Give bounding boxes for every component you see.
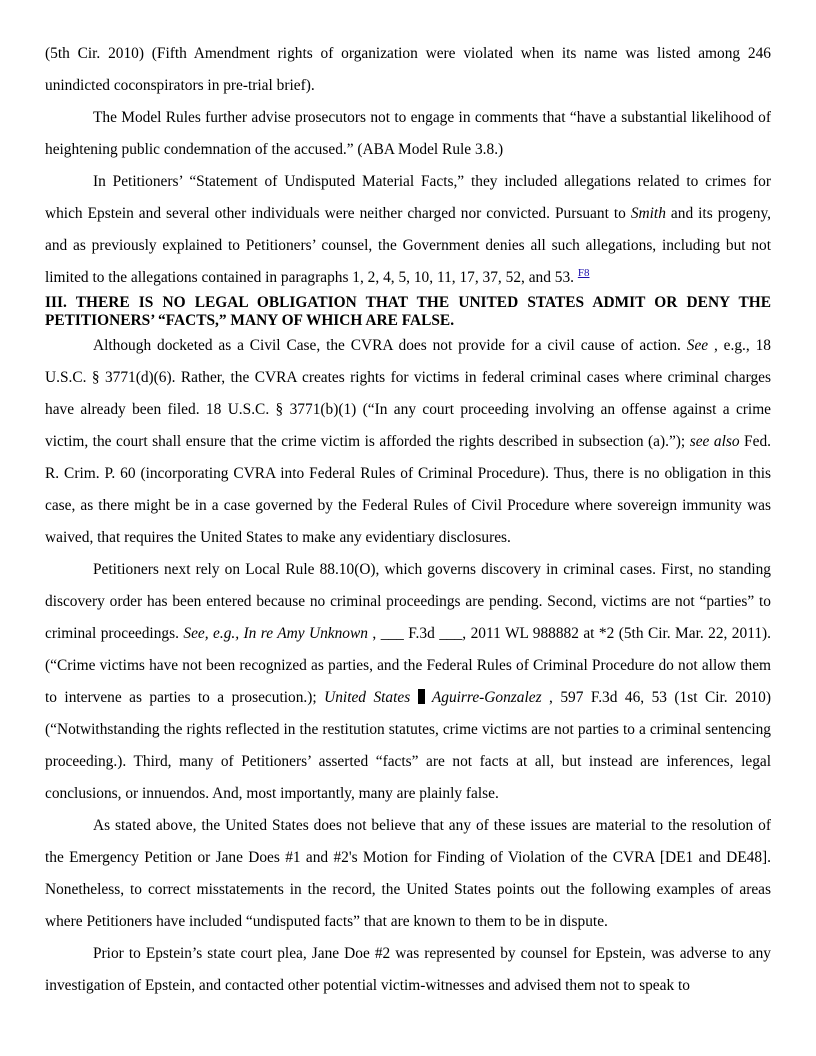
citation-amy-unknown: See, e.g., In re Amy Unknown <box>183 625 368 642</box>
paragraph-3 <box>45 166 771 294</box>
paragraph-3-text-a: In Petitioners’ “Statement of Undisputed Material Facts,” they included allegations related to crimes for which Epstein and several other individuals were neither charged nor convicted. Pursuant to <box>45 173 771 222</box>
paragraph-4 <box>45 330 771 554</box>
paragraph-4-text-a: Although docketed as a Civil Case, the CVRA does not provide for a civil cause of action. <box>93 337 687 354</box>
section-heading-iii: III. THERE IS NO LEGAL OBLIGATION THAT THE UNITED STATES ADMIT OR DENY THE PETITIONERS’ “FACTS,” MANY OF WHICH ARE FALSE. <box>45 294 771 329</box>
document-page <box>45 38 771 1002</box>
paragraph-1: (5th Cir. 2010) (Fifth Amendment rights of organization were violated when its name was listed among 246 unindicted coconspirators in pre-trial brief). <box>45 45 771 94</box>
paragraph-7: Prior to Epstein’s state court plea, Jane Doe #2 was represented by counsel for Epstein, was adverse to any investigation of Epstein, and contacted other potential victim-witnesses and advised them not to speak to <box>45 945 771 994</box>
citation-aguirre-gonzalez: Aguirre-Gonzalez <box>424 689 542 706</box>
case-name-smith: Smith <box>630 205 666 222</box>
paragraph-5-text-b: , ___ F.3d ___, 2011 WL 988882 at *2 (5th Cir. Mar. 22, 2011). (“Crime victims have not been recognized as parties, and the Federal Rules of Criminal Procedure do not allow them to intervene as parties to a prosecution.); <box>45 625 771 706</box>
paragraph-3-text-b: and its progeny, and as previously explained to Petitioners’ counsel, the Government denies all such allegations, including but not limited to the allegations contained in paragraphs 1, 2, 4, 5, 10, 11, 17, 37, 52, and 53. <box>45 205 771 286</box>
redaction-mark <box>418 689 425 704</box>
paragraph-5-text-c: , 597 F.3d 46, 53 (1st Cir. 2010) (“Notwithstanding the rights reflected in the restitution statutes, crime victims are not parties to a criminal sentencing proceeding.). Third, many of Petitioners’ asserted “facts” are not facts at all, but instead are inferences, legal conclusions, or innuendos. And, most importantly, many are plainly false. <box>45 689 771 802</box>
footnote-link-f8[interactable]: F8 <box>577 266 590 279</box>
citation-united-states: United States <box>324 689 411 706</box>
paragraph-4-text-b: , e.g., 18 U.S.C. § 3771(d)(6). Rather, the CVRA creates rights for victims in federal criminal cases where criminal charges have already been filed. 18 U.S.C. § 3771(b)(1) (“In any court proceeding involving an offense against a crime victim, the court shall ensure that the crime victim is afforded the rights described in subsection (a).”); <box>45 337 772 450</box>
paragraph-5 <box>45 554 771 810</box>
signal-see: See <box>686 337 709 354</box>
paragraph-2: The Model Rules further advise prosecutors not to engage in comments that “have a substantial likelihood of heightening public condemnation of the accused.” (ABA Model Rule 3.8.) <box>45 109 771 158</box>
paragraph-4-text-c: Fed. R. Crim. P. 60 (incorporating CVRA into Federal Rules of Criminal Procedure). Thus, there is no obligation in this case, as there might be in a case governed by the Federal Rules of Civil Procedure where sovereign immunity was waived, that requires the United States to make any evidentiary disclosures. <box>45 433 771 546</box>
paragraph-6: As stated above, the United States does not believe that any of these issues are material to the resolution of the Emergency Petition or Jane Does #1 and #2's Motion for Finding of Violation of the CVRA [DE1 and DE48]. Nonetheless, to correct misstatements in the record, the United States points out the following examples of areas where Petitioners have included “undisputed facts” that are known to them to be in dispute. <box>45 817 771 930</box>
paragraph-5-text-a: Petitioners next rely on Local Rule 88.10(O), which governs discovery in criminal cases. First, no standing discovery order has been entered because no criminal proceedings are pending. Second, victims are not “parties” to criminal proceedings. <box>45 561 771 642</box>
signal-see-also: see also <box>689 433 740 450</box>
